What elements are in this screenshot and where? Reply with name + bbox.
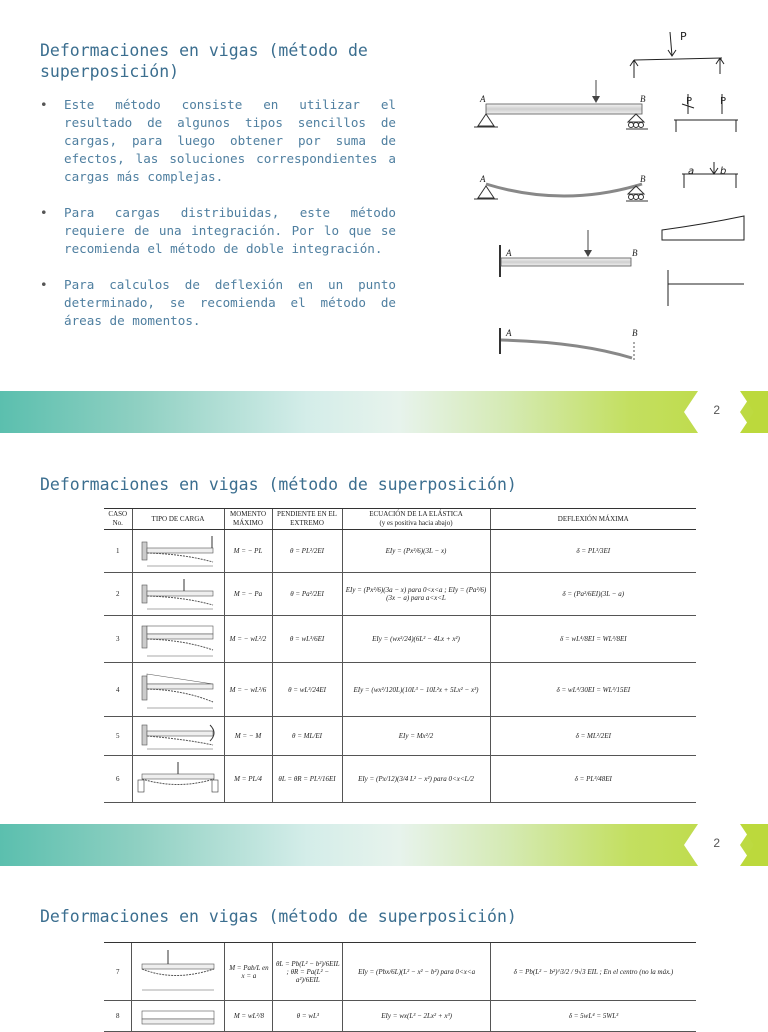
row-deflexion: δ = (Pa²/6EI)(3L − a): [490, 573, 696, 616]
label-b: B: [640, 94, 646, 104]
row-no: 7: [104, 943, 132, 1001]
row-momento: M = PL/4: [224, 756, 272, 803]
simply-supported-beam-point-load: [474, 80, 648, 129]
bullet-item: • Para cargas distribuidas, este método requiere de una integración. Por lo que se recomienda el método de doble integración.: [40, 204, 396, 258]
cases-table: [104, 508, 696, 803]
slide-footer-band: [0, 824, 768, 866]
row-deflexion: δ = Pb(L² − b²)^3/2 / 9√3 EIL ; En el centro (no la máx.): [490, 943, 696, 1001]
row-pendiente: θ = Pa²/2EI: [272, 573, 342, 616]
header-ecuacion-title: ECUACIÓN DE LA ELÁSTICA: [369, 510, 463, 518]
load-diagram-case: [132, 573, 224, 616]
row-pendiente: θ = wL³/6EI: [272, 616, 342, 663]
row-ecuacion: EIy = (Px/12)(3/4 L² − x²) para 0<x<L/2: [342, 756, 490, 803]
row-momento: M = − PL: [224, 530, 272, 573]
load-diagram-case: [132, 717, 224, 756]
label-a: A: [506, 248, 512, 258]
label-p: P: [720, 96, 727, 107]
row-no: 2: [104, 573, 132, 616]
row-momento: M = − M: [224, 717, 272, 756]
row-no: 1: [104, 530, 132, 573]
label-p: P: [686, 96, 693, 107]
table-row: [104, 663, 696, 717]
slide1-bullet-list: [40, 96, 396, 348]
header-tipo: TIPO DE CARGA: [132, 509, 224, 530]
row-no: 8: [104, 1001, 132, 1032]
load-diagram-case: [132, 756, 224, 803]
bullet-item: • Para calculos de deflexión en un punto determinado, se recomienda el método de áreas de momentos.: [40, 276, 396, 330]
slide1-title: [40, 40, 368, 82]
cantilever-beam-point-load: [500, 230, 638, 277]
header-momento: MOMENTO MÁXIMO: [224, 509, 272, 530]
chevron-decor-icon: [684, 391, 768, 433]
header-ecuacion-sub: (y es positiva hacia abajo): [379, 519, 453, 527]
row-pendiente: θL = θR = PL²/16EI: [272, 756, 342, 803]
row-momento: M = − wL²/6: [224, 663, 272, 717]
label-b-small: b: [720, 166, 727, 177]
load-diagram-case: [132, 943, 225, 1001]
label-b: B: [632, 248, 638, 258]
page-number: 2: [713, 836, 720, 850]
table-row: [104, 943, 696, 1001]
label-a: A: [506, 328, 512, 338]
table-row: [104, 717, 696, 756]
row-pendiente: θ = PL²/2EI: [272, 530, 342, 573]
table-row: [104, 530, 696, 573]
label-a-small: a: [688, 166, 695, 177]
row-pendiente: θ = ML/EI: [272, 717, 342, 756]
load-diagram-case: [132, 530, 224, 573]
label-a: A: [480, 174, 486, 184]
page-number: 2: [713, 403, 720, 417]
cantilever-beam-deflected: [500, 328, 638, 360]
row-deflexion: δ = 5wL⁴ = 5WL³: [490, 1001, 696, 1032]
load-diagram-case: [132, 616, 224, 663]
row-no: 6: [104, 756, 132, 803]
simply-supported-beam-deflected: [474, 174, 648, 201]
row-pendiente: θL = Pb(L² − b²)/6EIL ; θR = Pa(L² − a²)/6EIL: [273, 943, 343, 1001]
slide2-title: Deformaciones en vigas (método de superposición): [40, 475, 517, 494]
row-momento: M = Pab/L en x = a: [225, 943, 273, 1001]
header-deflexion: DEFLEXIÓN MÁXIMA: [490, 509, 696, 530]
row-deflexion: δ = wL⁴/30EI = WL³/15EI: [490, 663, 696, 717]
row-ecuacion: EIy = wx(L³ − 2Lx² + x³): [343, 1001, 491, 1032]
row-pendiente: θ = wL³/24EI: [272, 663, 342, 717]
load-diagram-case: [132, 1001, 225, 1032]
header-pendiente: PENDIENTE EN EL EXTREMO: [272, 509, 342, 530]
slide1-title-line1: Deformaciones en vigas (método de: [40, 41, 368, 60]
row-pendiente: θ = wL³: [273, 1001, 343, 1032]
row-no: 4: [104, 663, 132, 717]
table-header-row: [104, 509, 696, 530]
row-ecuacion: EIy = (wx²/24)(6L² − 4Lx + x²): [342, 616, 490, 663]
row-deflexion: δ = ML²/2EI: [490, 717, 696, 756]
slide-footer-band: [0, 391, 768, 433]
row-deflexion: δ = PL³/48EI: [490, 756, 696, 803]
table-row: [104, 1001, 696, 1032]
row-ecuacion: EIy = (wx²/120L)(10L³ − 10L²x + 5Lx² − x³): [342, 663, 490, 717]
row-no: 5: [104, 717, 132, 756]
load-diagram-case: [132, 663, 224, 717]
row-ecuacion: EIy = (Px²/6)(3a − x) para 0<x<a ; EIy = (Pa²/6)(3x − a) para a<x<L: [342, 573, 490, 616]
header-ecuacion: [342, 509, 490, 530]
row-deflexion: δ = wL⁴/8EI = WL³/8EI: [490, 616, 696, 663]
label-b: B: [632, 328, 638, 338]
row-ecuacion: EIy = (Pbx/6L)(L² − x² − b²) para 0<x<a: [343, 943, 491, 1001]
row-ecuacion: EIy = Mx²/2: [342, 717, 490, 756]
cases-table-continued: [104, 942, 696, 1032]
slide3-title: Deformaciones en vigas (método de superposición): [40, 907, 517, 926]
row-no: 3: [104, 616, 132, 663]
label-a: A: [480, 94, 486, 104]
table-row: [104, 756, 696, 803]
row-ecuacion: EIy = (Px²/6)(3L − x): [342, 530, 490, 573]
table-row: [104, 616, 696, 663]
table-row: [104, 573, 696, 616]
bullet-item: • Este método consiste en utilizar el resultado de algunos tipos sencillos de cargas, para luego obtener por suma de efectos, las soluciones correspondientes a cargas más complejas.: [40, 96, 396, 186]
row-momento: M = wL²/8: [225, 1001, 273, 1032]
row-momento: M = − wL²/2: [224, 616, 272, 663]
slide1-title-line2: superposición): [40, 62, 180, 81]
chevron-decor-icon: [684, 824, 768, 866]
label-p: P: [680, 30, 687, 43]
header-caso: CASO No.: [104, 509, 132, 530]
hand-sketches: [626, 28, 756, 308]
row-deflexion: δ = PL³/3EI: [490, 530, 696, 573]
label-b: B: [640, 174, 646, 184]
row-momento: M = − Pa: [224, 573, 272, 616]
